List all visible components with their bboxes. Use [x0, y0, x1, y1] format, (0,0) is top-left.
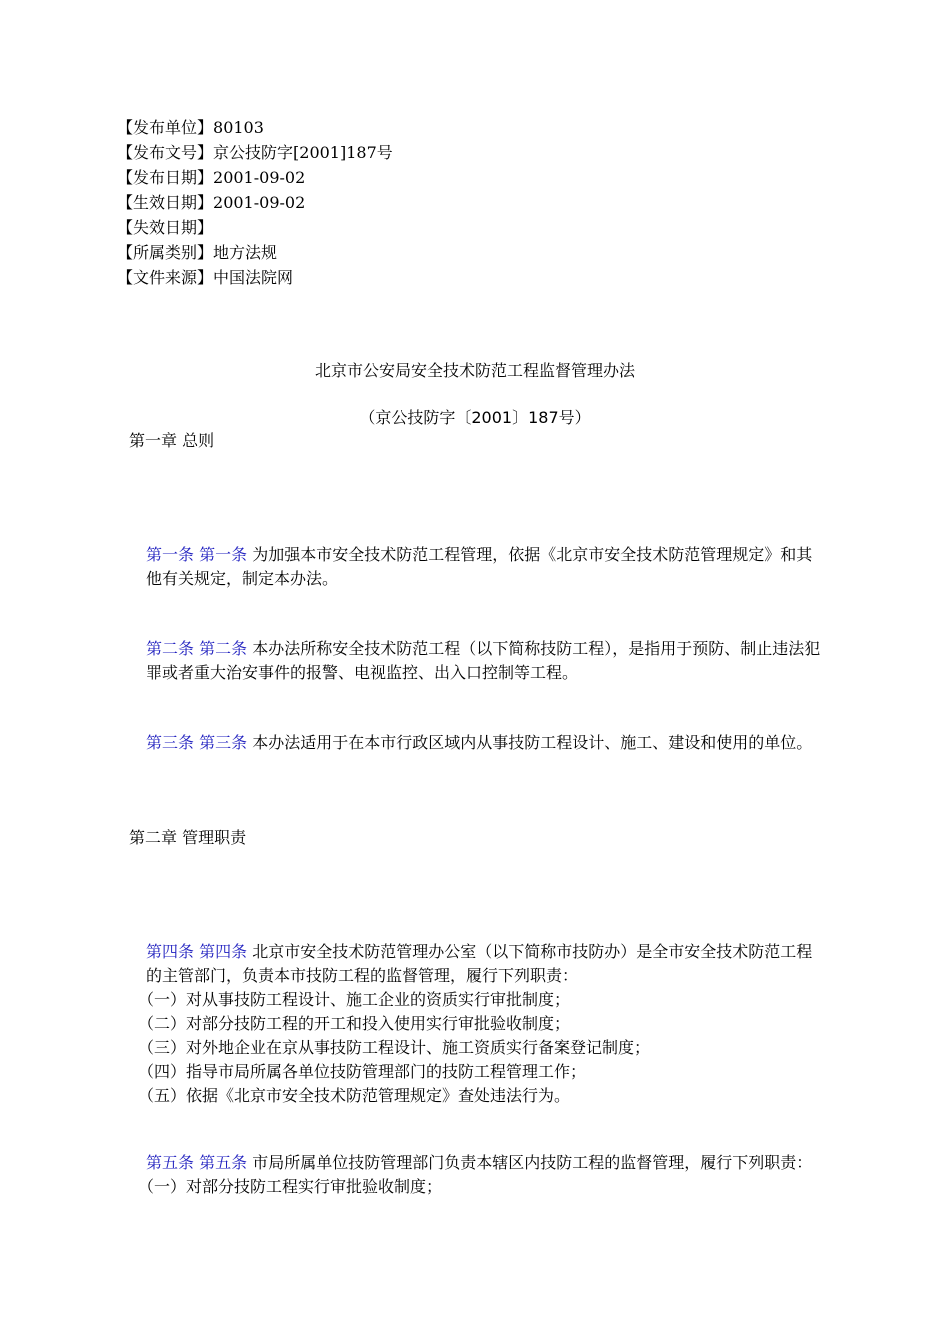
article-2	[124, 637, 828, 685]
meta-label: 【文件来源】	[117, 268, 214, 287]
article-label[interactable]: 第一条	[146, 545, 195, 564]
meta-value: 地方法规	[213, 243, 278, 262]
meta-value: 2001-09-02	[213, 168, 306, 187]
meta-doc-number	[117, 140, 393, 165]
document-subtitle: （京公技防字〔2001〕187号）	[359, 408, 591, 427]
list-item: （二）对部分技防工程的开工和投入使用实行审批验收制度；	[138, 1014, 571, 1033]
article-5	[124, 1151, 828, 1199]
article-1	[124, 543, 828, 591]
article-label[interactable]: 第二条	[199, 639, 248, 658]
meta-issue-date	[117, 165, 393, 190]
meta-label: 【发布单位】	[117, 118, 214, 137]
chapter-2-heading: 第二章 管理职责	[129, 828, 247, 847]
meta-expiry-date	[117, 215, 393, 240]
meta-value: 京公技防字[2001]187号	[213, 143, 393, 162]
article-label[interactable]: 第三条	[199, 733, 248, 752]
meta-value: 2001-09-02	[213, 193, 306, 212]
chapter-1-heading: 第一章 总则	[129, 431, 215, 450]
article-text: 北京市安全技术防范管理办公室（以下简称市技防办）是全市安全技术防范工程的主管部门，负责本市技防工程的监督管理，履行下列职责：	[146, 942, 813, 985]
meta-source	[117, 265, 393, 290]
document-metadata	[117, 115, 393, 290]
meta-label: 【失效日期】	[117, 218, 214, 237]
list-item: （三）对外地企业在京从事技防工程设计、施工资质实行备案登记制度；	[138, 1038, 651, 1057]
article-label[interactable]: 第四条	[146, 942, 195, 961]
meta-effective-date	[117, 190, 393, 215]
meta-issuer	[117, 115, 393, 140]
list-item: （一）对部分技防工程实行审批验收制度；	[138, 1177, 443, 1196]
list-item: （一）对从事技防工程设计、施工企业的资质实行审批制度；	[138, 990, 571, 1009]
list-item: （五）依据《北京市安全技术防范管理规定》查处违法行为。	[138, 1086, 571, 1105]
article-text: 本办法适用于在本市行政区域内从事技防工程设计、施工、建设和使用的单位。	[252, 733, 813, 752]
meta-value: 中国法院网	[213, 268, 294, 287]
article-label[interactable]: 第四条	[199, 942, 248, 961]
list-item: （四）指导市局所属各单位技防管理部门的技防工程管理工作；	[138, 1062, 587, 1081]
article-3	[124, 731, 828, 755]
document-title: 北京市公安局安全技术防范工程监督管理办法	[314, 361, 635, 380]
article-4	[124, 940, 828, 1108]
meta-label: 【发布日期】	[117, 168, 214, 187]
article-label[interactable]: 第三条	[146, 733, 195, 752]
meta-label: 【生效日期】	[117, 193, 214, 212]
meta-category	[117, 240, 393, 265]
meta-label: 【所属类别】	[117, 243, 214, 262]
article-text: 为加强本市安全技术防范工程管理，依据《北京市安全技术防范管理规定》和其他有关规定，制定本办法。	[146, 545, 813, 588]
article-label[interactable]: 第五条	[146, 1153, 195, 1172]
article-text: 市局所属单位技防管理部门负责本辖区内技防工程的监督管理，履行下列职责：	[252, 1153, 813, 1172]
article-text: 本办法所称安全技术防范工程（以下简称技防工程），是指用于预防、制止违法犯罪或者重大治安事件的报警、电视监控、出入口控制等工程。	[146, 639, 821, 682]
article-label[interactable]: 第一条	[199, 545, 248, 564]
article-label[interactable]: 第二条	[146, 639, 195, 658]
meta-label: 【发布文号】	[117, 143, 214, 162]
article-label[interactable]: 第五条	[199, 1153, 248, 1172]
meta-value: 80103	[213, 118, 264, 137]
